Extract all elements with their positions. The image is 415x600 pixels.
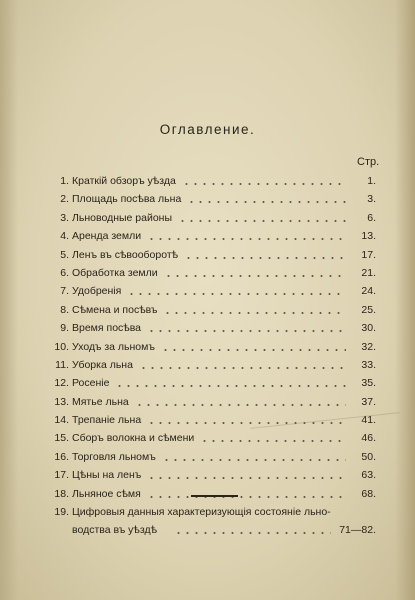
toc-entry [54, 485, 376, 503]
toc-entry-number: 12. [54, 377, 69, 390]
leader-dots [184, 257, 346, 259]
toc-entry-number: 4. [60, 230, 69, 243]
toc-entry [54, 466, 376, 484]
toc-entry-title-line1: Цифровыя данныя характеризующія состояніе льно- [72, 506, 331, 519]
toc-entry-title: Аренда земли [72, 230, 142, 243]
toc-entry [54, 319, 376, 337]
leader-dots [127, 293, 346, 295]
leader-dots [187, 201, 346, 203]
toc-entry-number: 1. [60, 175, 69, 187]
toc-entry-number: 18. [54, 487, 69, 500]
toc-entry-page: 37. [361, 395, 376, 408]
toc-entry-title: Росеніе [72, 377, 110, 390]
toc-entry-page: 17. [361, 248, 376, 261]
leader-dots [161, 349, 346, 351]
toc-entry-number: 14. [54, 414, 69, 427]
leader-dots [147, 477, 346, 479]
toc-entry [54, 448, 376, 466]
toc-entry-number: 19. [54, 506, 69, 519]
toc-entry-page: 6. [367, 211, 376, 224]
toc-entry-page: 33. [361, 358, 376, 371]
closing-rule [191, 495, 238, 497]
toc-entry-number: 5. [60, 248, 69, 261]
toc-entry-page: 25. [361, 303, 376, 316]
toc-entry-title: Краткій обзоръ уѣзда [72, 175, 176, 187]
leader-dots [163, 312, 346, 314]
toc-entry [54, 209, 376, 227]
toc-entry [54, 246, 376, 264]
toc-entry-title: Площадь посѣва льна [72, 193, 182, 206]
table-of-contents [54, 172, 376, 540]
toc-entry-number: 11. [55, 358, 69, 371]
page-title: Оглавление. [159, 122, 256, 137]
toc-entry-number: 3. [60, 211, 69, 224]
leader-dots [178, 220, 346, 222]
toc-entry-title: Время посѣва [72, 322, 142, 335]
toc-entry-page: 13. [361, 230, 376, 243]
toc-entry-title: Ленъ въ сѣвооборотѣ [72, 248, 179, 261]
toc-entry-number: 6. [60, 266, 69, 279]
toc-entry-title: Цѣны на ленъ [72, 469, 142, 482]
toc-entry-page: 24. [361, 285, 376, 298]
toc-entry-number: 10. [54, 340, 69, 353]
toc-entry [54, 503, 376, 540]
toc-entry-title: Обработка земли [72, 266, 158, 279]
toc-entry-number: 2. [60, 193, 69, 206]
toc-entry [54, 301, 376, 319]
toc-entry-title: Трепаніе льна [72, 414, 142, 427]
toc-entry [54, 429, 376, 447]
leader-dots [174, 532, 331, 534]
toc-entry-number: 7. [60, 285, 69, 298]
leader-dots [139, 367, 346, 369]
toc-entry [54, 393, 376, 411]
toc-entry-title: Сѣмена и посѣвъ [72, 303, 158, 316]
toc-entry-title: Торговля льномъ [72, 450, 156, 463]
toc-entry [54, 190, 376, 208]
toc-entry-title: Сборъ волокна и сѣмени [72, 432, 195, 445]
toc-entry-number: 17. [54, 469, 69, 482]
toc-entry [54, 282, 376, 300]
page-column-label: Стр. [357, 156, 380, 168]
toc-entry-page: 68. [361, 487, 376, 500]
toc-entry-page: 50. [361, 450, 376, 463]
toc-entry [54, 374, 376, 392]
leader-dots [164, 275, 346, 277]
leader-dots [182, 183, 346, 185]
toc-entry-page: 63. [361, 469, 376, 482]
toc-entry-number: 13. [54, 395, 69, 408]
leader-dots [147, 330, 346, 332]
toc-entry-page: 3. [367, 193, 376, 206]
toc-entry-title-line2: водства въ уѣздѣ [72, 524, 158, 537]
leader-dots [115, 385, 346, 387]
toc-entry [54, 356, 376, 374]
toc-entry [54, 227, 376, 245]
toc-entry-title: Удобренія [72, 285, 122, 298]
toc-entry-page: 46. [361, 432, 376, 445]
toc-entry-page: 32. [361, 340, 376, 353]
toc-entry-number: 8. [60, 303, 69, 316]
leader-dots [147, 422, 346, 424]
leader-dots [162, 459, 346, 461]
toc-entry-title: Льняное сѣмя [72, 487, 141, 500]
leader-dots [147, 496, 346, 498]
leader-dots [147, 238, 346, 240]
toc-entry-number: 15. [54, 432, 69, 445]
toc-entry-page: 41. [361, 414, 376, 427]
toc-entry [54, 172, 376, 190]
toc-entry-page: 71—82. [339, 524, 376, 537]
toc-entry [54, 264, 376, 282]
toc-entry-page: 21. [361, 266, 376, 279]
toc-entry-title: Мятье льна [72, 395, 129, 408]
toc-entry-title: Уборка льна [72, 358, 133, 371]
toc-entry-page: 35. [361, 377, 376, 390]
toc-entry-page: 30. [361, 322, 376, 335]
leader-dots [135, 404, 346, 406]
toc-entry [54, 338, 376, 356]
toc-entry-title: Льноводные районы [72, 211, 173, 224]
leader-dots [200, 440, 346, 442]
toc-entry-number: 16. [54, 450, 69, 463]
toc-entry-page: 1. [367, 175, 376, 187]
toc-entry-number: 9. [60, 322, 69, 335]
toc-entry-title: Уходъ за льномъ [72, 340, 155, 353]
